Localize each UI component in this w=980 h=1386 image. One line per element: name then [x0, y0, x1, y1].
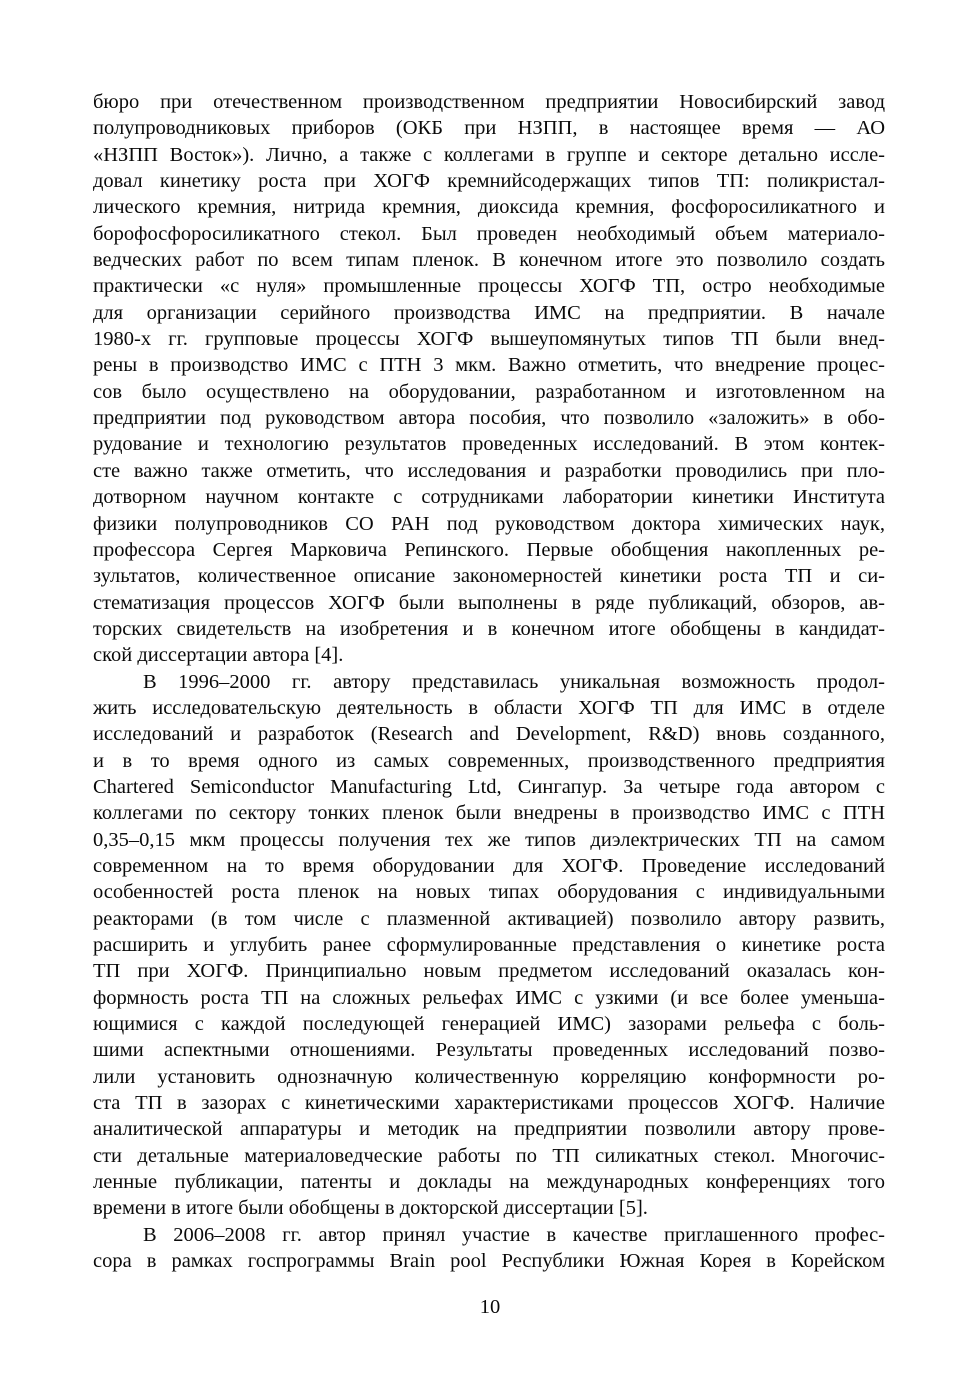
text-line: ведческих работ по всем типам пленок. В конечном итоге это позволило создать — [93, 249, 885, 272]
paragraph — [93, 1222, 885, 1275]
text-line: рены в производство ИМС с ПТН 3 мкм. Важно отметить, что внедрение процес- — [93, 354, 885, 377]
text-line: «НЗПП Восток»). Лично, а также с коллегами в группе и секторе детально иссле- — [93, 143, 885, 166]
text-line: ющимися с каждой последующей генерацией ИМС) зазорами рельефа с боль- — [93, 1013, 885, 1036]
text-line: дотворном научном контакте с сотрудниками лаборатории кинетики Института — [93, 486, 885, 509]
text-line: ТП при ХОГФ. Принципиально новым предметом исследований оказалась кон- — [93, 960, 885, 983]
paragraph — [93, 89, 885, 669]
text-line: 1980-х гг. групповые процессы ХОГФ вышеупомянутых типов ТП были внед- — [93, 328, 885, 351]
text-line: Chartered Semiconductor Manufacturing Ltd, Сингапур. За четыре года автором с — [93, 775, 885, 798]
text-line: расширить и углубить ранее сформулированные представления о кинетике роста — [93, 934, 885, 956]
paragraph — [93, 669, 885, 1222]
text-block — [93, 89, 885, 1274]
text-line: аналитической аппаратуры и методик на предприятии позволили автору прове- — [93, 1118, 885, 1141]
text-line: ской диссертации автора [4]. — [93, 644, 344, 667]
text-line: ленные публикации, патенты и доклады на международных конференциях того — [93, 1171, 885, 1194]
text-line: ста ТП в зазорах с кинетическими характеристиками процессов ХОГФ. Наличие — [93, 1092, 885, 1115]
text-line: жить исследовательскую деятельность в области ХОГФ ТП для ИМС в отделе — [93, 696, 885, 719]
text-line: исследований и разработок (Research and Development, R&D) вновь созданного, — [93, 723, 885, 746]
page-number: 10 — [479, 1296, 501, 1318]
text-line: торских свидетельств на изобретения и в конечном итоге обобщены в кандидат- — [93, 617, 885, 640]
text-line: 0,35–0,15 мкм процессы получения тех же типов диэлектрических ТП на самом — [93, 828, 885, 851]
text-line: борофосфоросиликатного стекол. Был проведен необходимый объем материало- — [93, 222, 885, 245]
text-line: и в то время одного из самых современных, производственного предприятия — [93, 749, 885, 772]
text-line: лили установить однозначную количественную корреляцию конформности ро- — [93, 1065, 885, 1088]
text-line: стематизация процессов ХОГФ были выполнены в ряде публикаций, обзоров, ав- — [93, 591, 885, 614]
text-line: шими аспектными отношениями. Результаты проведенных исследований позво- — [93, 1039, 885, 1062]
text-line: сора в рамках госпрограммы Brain pool Республики Южная Корея в Корейском — [93, 1250, 885, 1273]
text-line: зультатов, количественное описание закономерностей кинетики роста ТП и си- — [93, 565, 885, 588]
text-line: сте важно также отметить, что исследования и разработки проводились при пло- — [93, 459, 885, 482]
text-line: реакторами (в том числе с плазменной активацией) позволило автору развить, — [93, 907, 885, 930]
text-line: современном на то время оборудовании для ХОГФ. Проведение исследований — [93, 854, 885, 877]
text-line: В 1996–2000 гг. автору представилась уникальная возможность продол- — [143, 670, 885, 693]
text-line: практически «с нуля» промышленные процессы ХОГФ ТП, остро необходимые — [93, 275, 885, 298]
text-line: формность роста ТП на сложных рельефах ИМС с узкими (и все более уменьша- — [93, 986, 885, 1009]
text-line: физики полупроводников СО РАН под руководством доктора химических наук, — [93, 512, 885, 535]
text-line: лического кремния, нитрида кремния, диоксида кремния, фосфоросиликатного и — [93, 196, 885, 219]
text-line: рудование и технологию результатов проведенных исследований. В этом контек- — [93, 433, 885, 456]
text-line: профессора Сергея Марковича Репинского. Первые обобщения накопленных ре- — [93, 538, 885, 561]
text-line: особенностей роста пленок на новых типах оборудования с индивидуальными — [93, 881, 885, 904]
text-line: бюро при отечественном производственном предприятии Новосибирский завод — [93, 91, 885, 113]
text-line: времени в итоге были обобщены в докторской диссертации [5]. — [93, 1197, 648, 1220]
text-line: для организации серийного производства ИМС на предприятии. В начале — [93, 301, 885, 324]
text-line: сов было осуществлено на оборудовании, разработанном и изготовленном на — [93, 380, 885, 403]
text-line: предприятии под руководством автора пособия, что позволило «заложить» в обо- — [93, 407, 885, 430]
text-line: В 2006–2008 гг. автор принял участие в качестве приглашенного профес- — [143, 1223, 885, 1246]
text-line: сти детальные материаловедческие работы по ТП силикатных стекол. Многочис- — [93, 1144, 885, 1167]
text-line: довал кинетику роста при ХОГФ кремнийсодержащих типов ТП: поликристал- — [93, 170, 885, 193]
text-line: коллегами по сектору тонких пленок были внедрены в производство ИМС с ПТН — [93, 802, 885, 825]
text-line: полупроводниковых приборов (ОКБ при НЗПП, в настоящее время — АО — [93, 117, 885, 140]
